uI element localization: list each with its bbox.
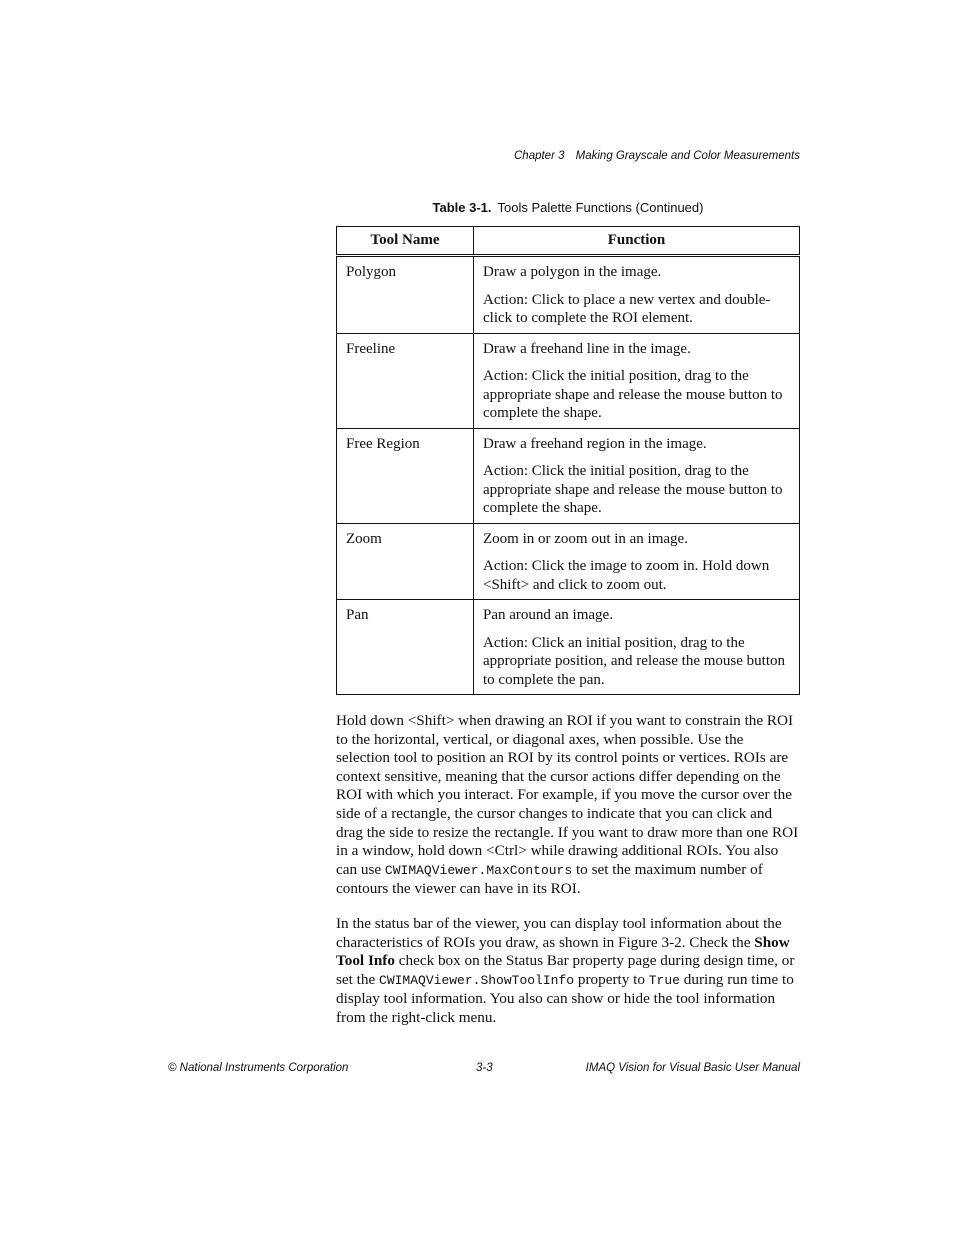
function-cell: [474, 600, 800, 695]
function-description: Draw a polygon in the image.: [483, 264, 662, 280]
paragraph-text-part: property to: [574, 970, 649, 988]
function-cell: [474, 333, 800, 428]
footer-copyright: © National Instruments Corporation: [168, 1062, 349, 1074]
paragraph-text-part: to set the maximum number of contours the viewer can have in its ROI.: [336, 860, 763, 898]
function-cell: [474, 523, 800, 600]
table-row: [337, 256, 800, 334]
function-description: Pan around an image.: [483, 607, 613, 623]
function-cell: [474, 256, 800, 334]
tool-name-cell: Free Region: [337, 428, 474, 523]
show-tool-info-label: Show Tool Info: [336, 933, 790, 970]
table-caption-number: Table 3-1.: [432, 200, 492, 215]
function-action: Action: Click to place a new vertex and double-click to complete the ROI element.: [483, 291, 771, 326]
paragraph-text: [336, 915, 800, 1028]
function-cell: [474, 428, 800, 523]
body-paragraph-roi-constraints: [336, 712, 800, 899]
tool-name-cell: Pan: [337, 600, 474, 695]
function-description: Draw a freehand region in the image.: [483, 435, 707, 452]
table-row: [337, 600, 800, 695]
tool-name-cell: Freeline: [337, 333, 474, 428]
tool-name-cell: Polygon: [337, 256, 474, 334]
column-header-function: Function: [474, 227, 800, 256]
function-action: Action: Click the image to zoom in. Hold down <Shift> and click to zoom out.: [483, 558, 770, 593]
page-footer: [0, 1062, 954, 1078]
code-showtoolinfo: CWIMAQViewer.ShowToolInfo: [379, 972, 575, 988]
function-description: Zoom in or zoom out in an image.: [483, 530, 688, 547]
paragraph-text-part: Hold down <Shift> when drawing an ROI if you want to constrain the ROI to the horizontal, vertical, or diagonal axes, when possible. Use the selection tool to position an ROI by its control points or vertices. ROIs are context sensitive, meaning that the cursor actions differ depending on the ROI with which you interact. For example, if you move the cursor over the side of a rectangle, the cursor changes to indicate that you can click and drag the side to resize the rectangle. If you want to draw more than one ROI in a window, hold down <Ctrl> while drawing additional ROIs. You also can use: [336, 712, 799, 878]
chapter-title: Making Grayscale and Color Measurements: [575, 150, 800, 162]
page-number: 3-3: [476, 1062, 493, 1074]
chapter-label: Chapter 3: [514, 150, 565, 162]
paragraph-text: [336, 712, 800, 899]
table-caption: [336, 200, 800, 215]
table-caption-text: Tools Palette Functions (Continued): [497, 200, 704, 215]
column-header-tool-name: Tool Name: [337, 227, 474, 256]
paragraph-text-part: during run time to display tool information. You also can show or hide the tool information from the right-click menu.: [336, 970, 794, 1026]
function-action: Action: Click the initial position, drag to the appropriate shape and release the mouse button to complete the shape.: [483, 463, 783, 516]
function-description: Draw a freehand line in the image.: [483, 340, 691, 357]
table-row: [337, 523, 800, 600]
body-paragraph-status-bar: [336, 915, 800, 1028]
paragraph-text-part: check box on the Status Bar property page during design time, or set the: [336, 952, 795, 988]
tools-palette-table: [336, 226, 800, 695]
code-maxcontours: CWIMAQViewer.MaxContours: [384, 862, 573, 878]
table-row: [337, 333, 800, 428]
paragraph-text-part: In the status bar of the viewer, you can display tool information about the characteristics of ROIs you draw, as shown in Figure 3-2. Check the: [336, 915, 782, 951]
table-row: [337, 428, 800, 523]
table-header-row: [337, 227, 800, 256]
function-action: Action: Click the initial position, drag to the appropriate shape and release the mouse button to complete the shape.: [483, 368, 783, 421]
running-header: [0, 150, 954, 166]
footer-manual-title: IMAQ Vision for Visual Basic User Manual: [585, 1062, 800, 1074]
function-action: Action: Click an initial position, drag to the appropriate position, and release the mouse button to complete the pan.: [483, 634, 785, 688]
code-true: True: [648, 972, 680, 988]
tool-name-cell: Zoom: [337, 523, 474, 600]
